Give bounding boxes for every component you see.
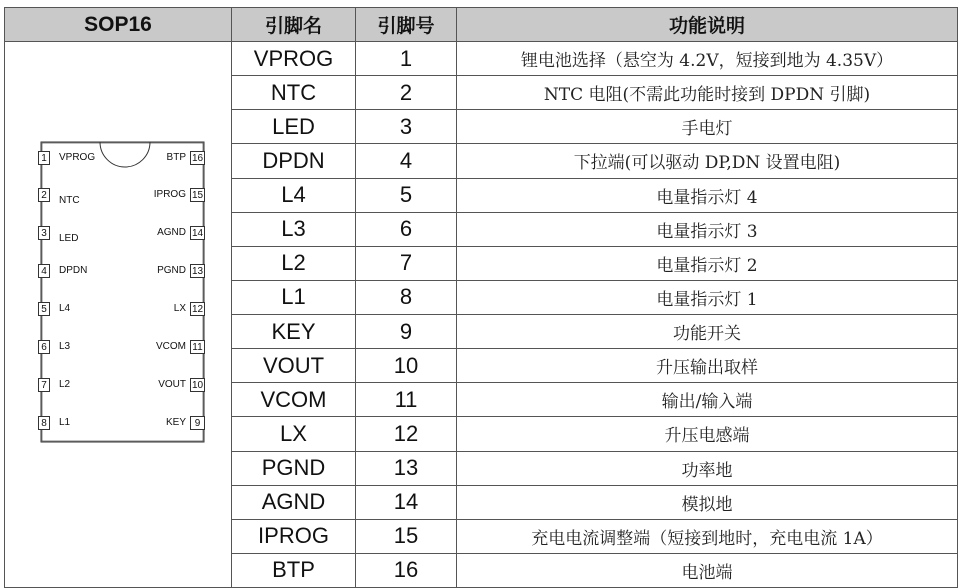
pin-name-cell: L4 (232, 178, 356, 212)
pin-function-cell: 电池端 (457, 553, 958, 587)
pin-function-cell: 输出/输入端 (457, 383, 958, 417)
pin-number-cell: 13 (356, 451, 457, 485)
pin-function-cell: 电量指示灯 3 (457, 212, 958, 246)
pin-number-cell: 2 (356, 76, 457, 110)
pin-number-cell: 5 (356, 178, 457, 212)
left-pin-number: 8 (38, 416, 50, 430)
left-pin-name: VPROG (59, 152, 96, 163)
right-pin-number: 10 (191, 380, 204, 391)
pin-function-cell: 电量指示灯 2 (457, 246, 958, 280)
table-body (5, 42, 958, 588)
pin-function-cell: 模拟地 (457, 485, 958, 519)
pin-function-cell: 功能开关 (457, 315, 958, 349)
pin-function-cell: 电量指示灯 1 (457, 280, 958, 314)
pin-function-cell: 下拉端(可以驱动 DP,DN 设置电阻) (457, 144, 958, 178)
right-pin-name: PGND (157, 265, 186, 276)
pin-function-cell: NTC 电阻(不需此功能时接到 DPDN 引脚) (457, 76, 958, 110)
left-pin-number: 6 (38, 340, 50, 354)
header-pin-number: 引脚号 (356, 8, 457, 42)
right-pin-name: AGND (157, 227, 186, 238)
header-pin-name: 引脚名 (232, 8, 356, 42)
pin-number-cell: 7 (356, 246, 457, 280)
pin-name-cell: VPROG (232, 42, 356, 76)
pin-name-cell: IPROG (232, 519, 356, 553)
right-pin-name: LX (173, 303, 186, 314)
pin-name-cell: NTC (232, 76, 356, 110)
pin-number-cell: 10 (356, 349, 457, 383)
right-pin-name: BTP (166, 152, 186, 163)
right-pin-number: 15 (191, 190, 204, 201)
left-pin-number: 3 (38, 226, 50, 240)
pin-number-cell: 16 (356, 553, 457, 587)
pin-function-cell: 功率地 (457, 451, 958, 485)
right-pin-number: 13 (191, 266, 204, 277)
pin-number-cell: 14 (356, 485, 457, 519)
left-pin-name: LED (59, 233, 79, 244)
left-pin-name: L1 (59, 417, 71, 428)
right-pin-name: VCOM (156, 341, 186, 352)
pin-number-cell: 8 (356, 280, 457, 314)
left-pin-number: 2 (38, 188, 50, 202)
pin-name-cell: LED (232, 110, 356, 144)
pin-number-cell: 11 (356, 383, 457, 417)
left-pin-number: 7 (38, 378, 50, 392)
right-pin-number: 11 (190, 340, 205, 354)
left-pin-name: DPDN (59, 265, 88, 276)
header-package: SOP16 (5, 8, 232, 42)
pin-number-cell: 12 (356, 417, 457, 451)
table-header-row (5, 8, 958, 42)
left-pin-name: NTC (59, 195, 80, 206)
left-pin-number: 5 (38, 302, 50, 316)
right-pin-name: KEY (165, 417, 186, 428)
pin-function-cell: 锂电池选择（悬空为 4.2V，短接到地为 4.35V） (457, 42, 958, 76)
pin-function-cell: 升压输出取样 (457, 349, 958, 383)
pin-name-cell: L2 (232, 246, 356, 280)
pin-name-cell: VOUT (232, 349, 356, 383)
left-pin-name: L4 (59, 303, 71, 314)
pin-function-cell: 充电电流调整端（短接到地时，充电电流 1A） (457, 519, 958, 553)
right-pin-number: 9 (190, 416, 205, 430)
sop16-chip-diagram (5, 42, 231, 587)
right-pin-number: 16 (191, 153, 204, 164)
right-pin-name: IPROG (153, 189, 186, 200)
right-pin-number: 12 (191, 304, 204, 315)
pin-name-cell: PGND (232, 451, 356, 485)
pin-name-cell: VCOM (232, 383, 356, 417)
pin-table-container (4, 7, 957, 583)
pin-number-cell: 15 (356, 519, 457, 553)
table-row (5, 42, 958, 76)
left-pin-number: 4 (38, 264, 50, 278)
pin-number-cell: 6 (356, 212, 457, 246)
pin-number-cell: 1 (356, 42, 457, 76)
pin-name-cell: DPDN (232, 144, 356, 178)
pin-name-cell: KEY (232, 315, 356, 349)
left-pin-name: L3 (59, 341, 71, 352)
pin-function-cell: 手电灯 (457, 110, 958, 144)
chip-diagram-cell (5, 42, 232, 588)
header-function: 功能说明 (457, 8, 958, 42)
right-pin-number: 14 (191, 228, 204, 239)
pin-name-cell: BTP (232, 553, 356, 587)
pin-function-cell: 电量指示灯 4 (457, 178, 958, 212)
pin-number-cell: 4 (356, 144, 457, 178)
pin-table (4, 7, 958, 588)
right-pin-name: VOUT (158, 379, 186, 390)
pin-number-cell: 3 (356, 110, 457, 144)
pin-name-cell: AGND (232, 485, 356, 519)
pin-name-cell: L3 (232, 212, 356, 246)
pin-number-cell: 9 (356, 315, 457, 349)
pin-function-cell: 升压电感端 (457, 417, 958, 451)
pin-name-cell: L1 (232, 280, 356, 314)
left-pin-name: L2 (59, 379, 71, 390)
left-pin-number: 1 (38, 151, 50, 165)
pin-name-cell: LX (232, 417, 356, 451)
